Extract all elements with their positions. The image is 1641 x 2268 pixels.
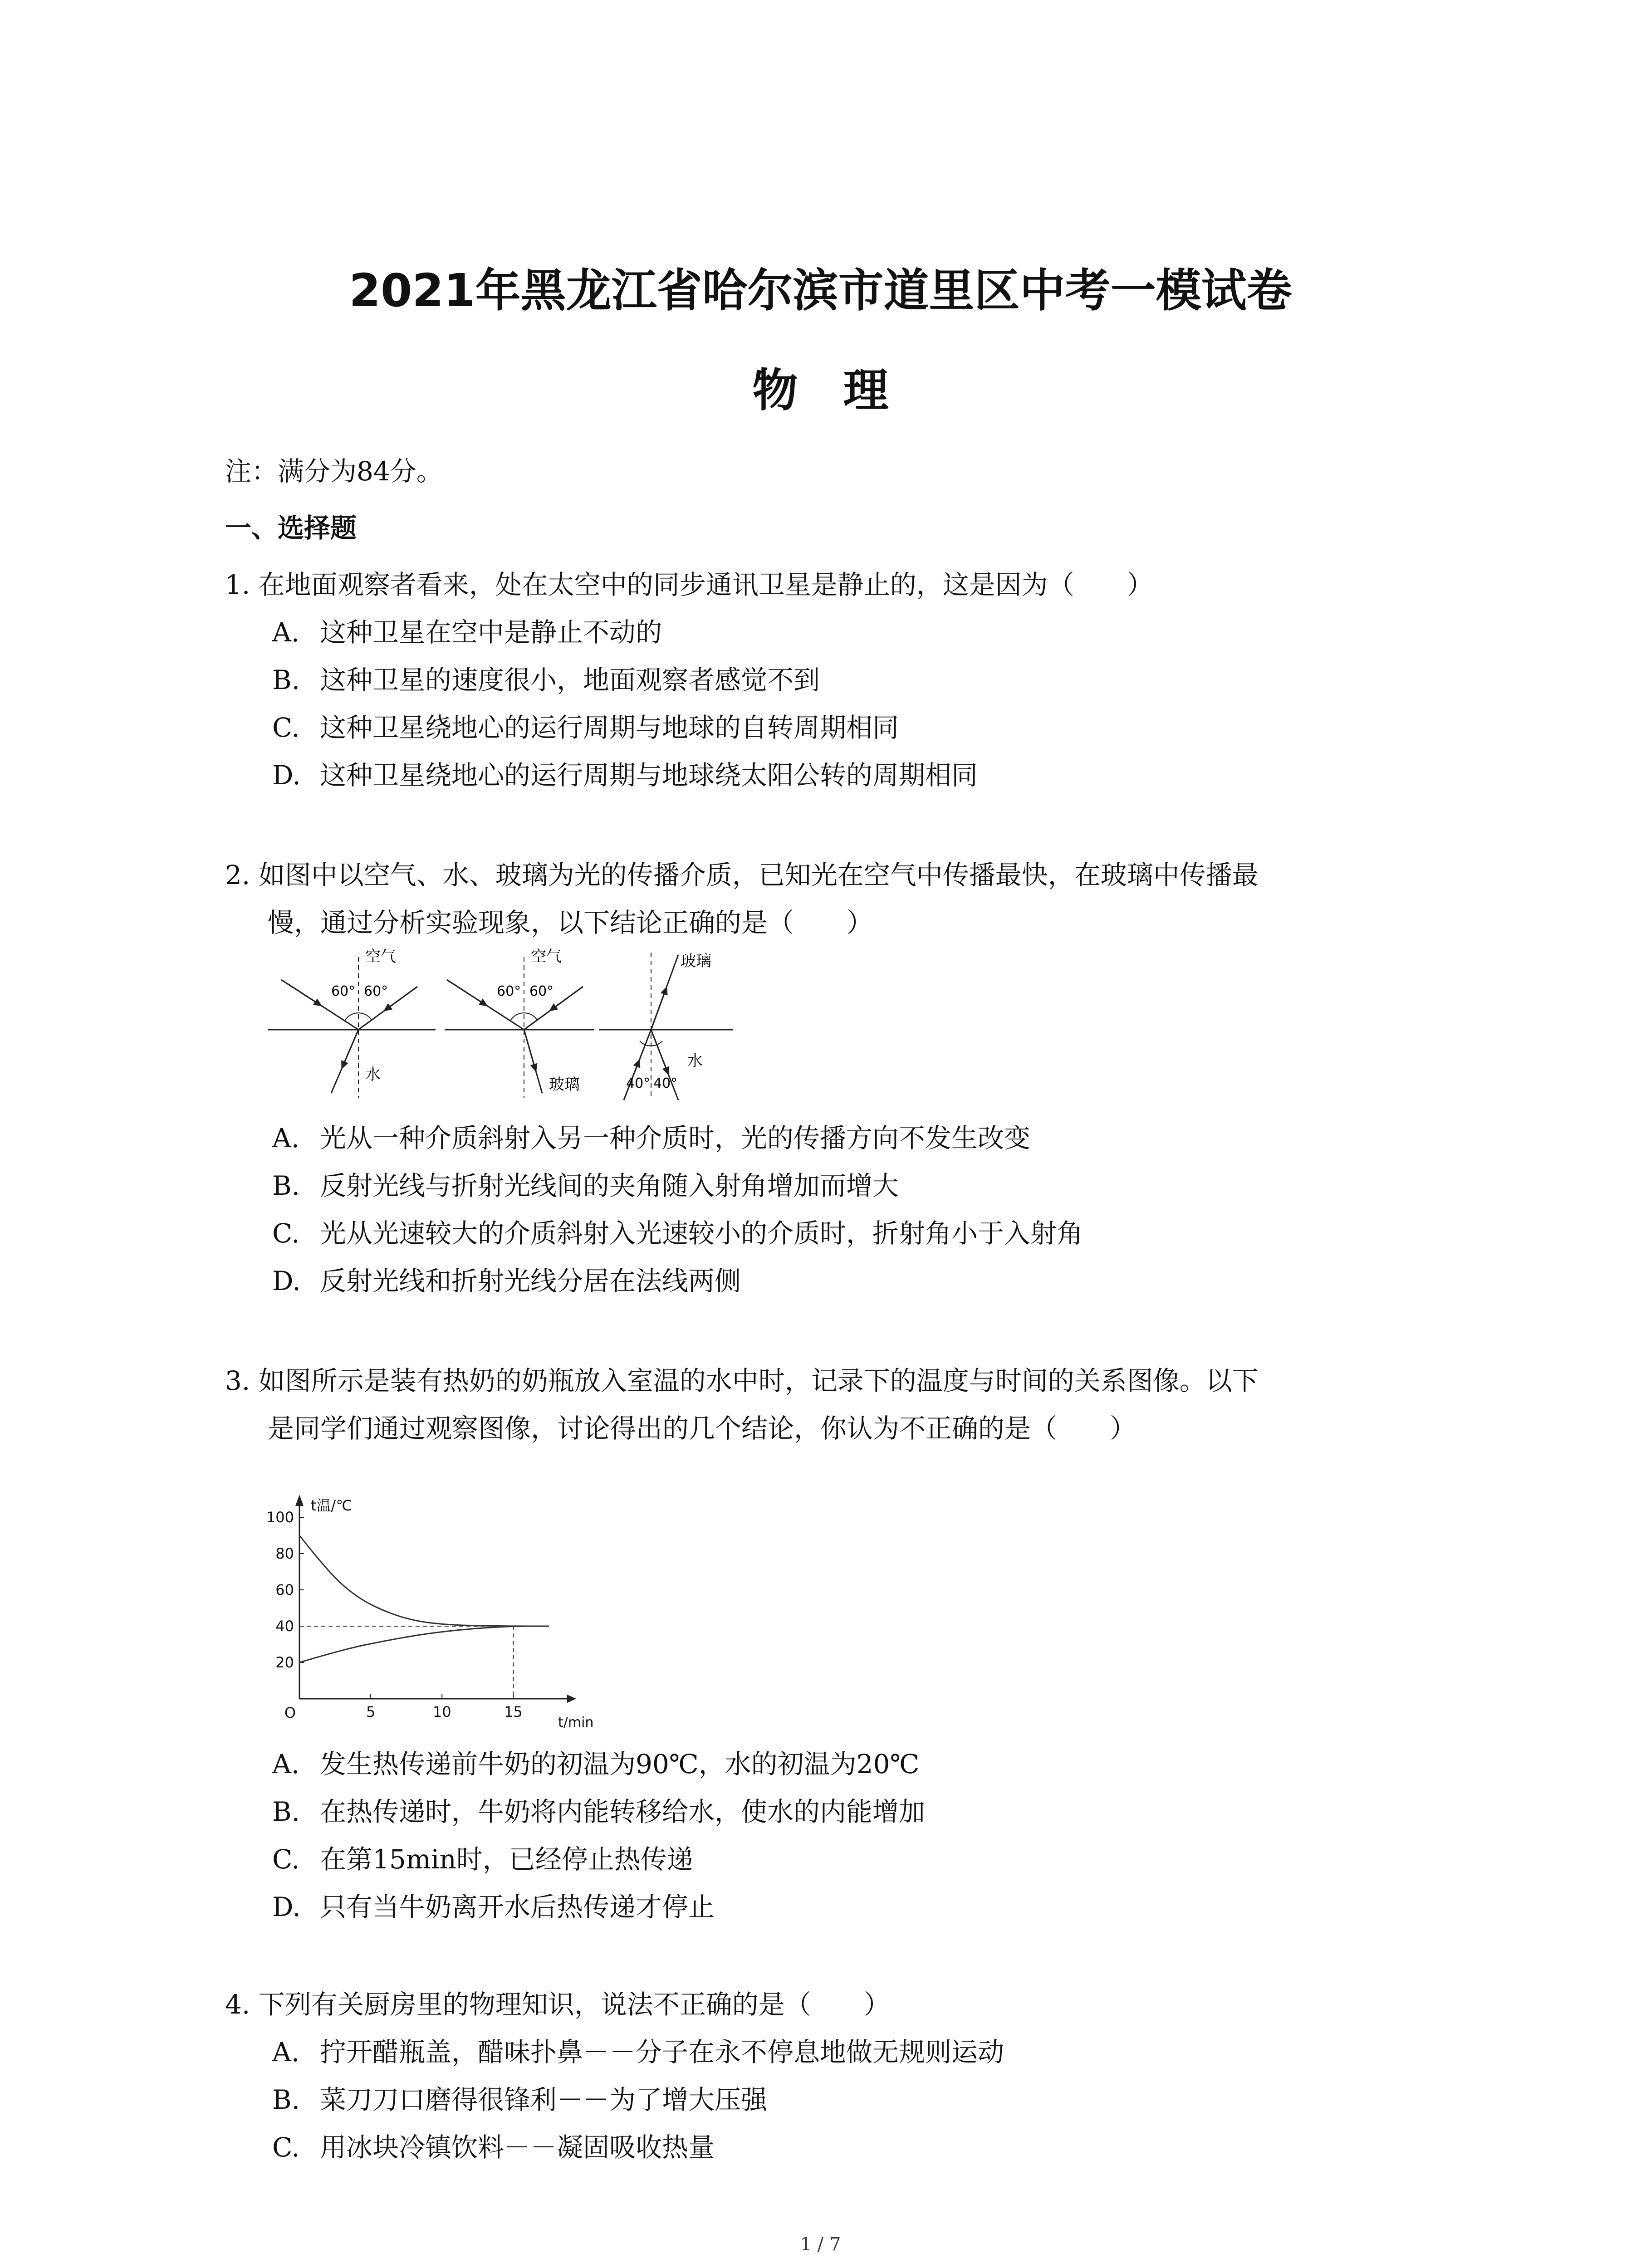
option-text: 光从光速较大的介质斜射入光速较小的介质时，折射角小于入射角 [320, 1218, 1083, 1249]
option-label: B. [272, 1796, 300, 1827]
question-4-option-a [272, 2037, 1004, 2068]
option-label: A. [272, 2037, 300, 2068]
option-label: C. [272, 712, 300, 743]
question-4-stem: 4. 下列有关厨房里的物理知识，说法不正确的是（ ） [225, 1989, 890, 2020]
option-label: C. [272, 1844, 300, 1875]
question-3-option-a [272, 1749, 919, 1780]
option-text: 反射光线与折射光线间的夹角随入射角增加而增大 [320, 1170, 899, 1201]
page-number: 1 / 7 [800, 2234, 841, 2255]
question-1-stem: 1. 在地面观察者看来，处在太空中的同步通讯卫星是静止的，这是因为（ ） [225, 569, 1153, 600]
panel-1-angle-1: 60° [331, 983, 356, 999]
option-label: C. [272, 1218, 300, 1249]
option-text: 在热传递时，牛奶将内能转移给水，使水的内能增加 [320, 1796, 926, 1827]
panel-2-angle-2: 60° [529, 983, 554, 999]
question-3-stem-line-2: 是同学们通过观察图像，讨论得出的几个结论，你认为不正确的是（ ） [268, 1413, 1136, 1444]
optics-figure [263, 943, 744, 1107]
x-axis-arrow [567, 1695, 576, 1703]
question-3-option-d [272, 1892, 715, 1923]
question-1-option-d [272, 760, 978, 792]
y-tick-label: 40 [275, 1618, 294, 1635]
subject-title: 物 理 [752, 364, 889, 417]
optics-panel-air-glass [445, 948, 594, 1098]
panel-3-top-label: 玻璃 [681, 952, 711, 970]
option-text: 光从一种介质斜射入另一种介质时，光的传播方向不发生改变 [320, 1123, 1031, 1154]
y-tick-label: 80 [275, 1545, 294, 1562]
panel-2-top-label: 空气 [531, 948, 562, 966]
option-text: 只有当牛奶离开水后热传递才停止 [320, 1892, 715, 1922]
question-2-option-b [272, 1170, 899, 1202]
x-tick-label: 5 [366, 1703, 376, 1721]
option-label: A. [272, 1123, 300, 1154]
water-temperature-curve [299, 1626, 549, 1662]
question-2-stem-line-2: 慢，通过分析实验现象，以下结论正确的是（ ） [268, 907, 873, 938]
option-text: 用冰块冷镇饮料－－凝固吸收热量 [320, 2132, 715, 2163]
panel-2-angle-1: 60° [497, 983, 521, 999]
x-tick-label: 10 [432, 1703, 451, 1721]
option-label: B. [272, 2084, 300, 2115]
panel-1-top-label: 空气 [365, 948, 396, 966]
y-tick-label: 100 [266, 1509, 294, 1526]
question-3-option-b [272, 1796, 925, 1828]
option-label: D. [272, 760, 301, 791]
option-text: 菜刀刀口磨得很锋利－－为了增大压强 [320, 2084, 768, 2115]
question-4-option-b [272, 2084, 767, 2116]
section-heading: 一、选择题 [225, 513, 357, 543]
origin-label: O [284, 1704, 296, 1721]
y-axis-arrow [295, 1495, 304, 1506]
option-label: D. [272, 1892, 301, 1922]
option-text: 反射光线和折射光线分居在法线两侧 [320, 1266, 741, 1296]
option-text: 这种卫星绕地心的运行周期与地球绕太阳公转的周期相同 [320, 760, 978, 791]
x-axis-label: t/min [558, 1715, 594, 1730]
option-label: C. [272, 2132, 300, 2163]
panel-1-bottom-label: 水 [365, 1066, 381, 1084]
y-axis-label: t温/℃ [311, 1497, 353, 1514]
y-tick-label: 60 [275, 1581, 294, 1598]
option-label: B. [272, 1170, 300, 1201]
option-text: 这种卫星绕地心的运行周期与地球的自转周期相同 [320, 712, 899, 743]
question-1-option-c [272, 712, 899, 744]
option-text: 拧开醋瓶盖，醋味扑鼻－－分子在永不停息地做无规则运动 [320, 2037, 1004, 2068]
panel-3-angle-1: 40° [626, 1075, 651, 1091]
question-2-option-d [272, 1266, 741, 1297]
optics-panel-air-water [268, 948, 436, 1098]
option-text: 这种卫星在空中是静止不动的 [320, 617, 662, 648]
option-text: 在第15min时，已经停止热传递 [320, 1844, 693, 1875]
question-3-option-c [272, 1844, 693, 1876]
panel-2-bottom-label: 玻璃 [549, 1075, 580, 1094]
option-label: A. [272, 617, 300, 648]
question-3-stem-line-1: 3. 如图所示是装有热奶的奶瓶放入室温的水中时，记录下的温度与时间的关系图像。以下 [225, 1365, 1259, 1396]
option-label: D. [272, 1266, 301, 1296]
option-text: 这种卫星的速度很小，地面观察者感觉不到 [320, 665, 820, 695]
option-label: A. [272, 1749, 300, 1779]
option-label: B. [272, 665, 300, 695]
score-note: 注：满分为84分。 [225, 456, 443, 487]
panel-3-angle-2: 40° [653, 1075, 678, 1091]
question-2-option-a [272, 1123, 1030, 1154]
panel-1-angle-2: 60° [364, 983, 388, 999]
question-1-option-b [272, 665, 820, 696]
y-tick-label: 20 [275, 1654, 294, 1671]
exam-title: 2021年黑龙江省哈尔滨市道里区中考一模试卷 [349, 264, 1292, 317]
option-text: 发生热传递前牛奶的初温为90℃，水的初温为20℃ [320, 1749, 920, 1779]
question-1-option-a [272, 617, 662, 649]
panel-3-bottom-label: 水 [687, 1052, 703, 1070]
question-2-stem-line-1: 2. 如图中以空气、水、玻璃为光的传播介质，已知光在空气中传播最快，在玻璃中传播最 [225, 860, 1259, 890]
temperature-time-chart [259, 1483, 594, 1742]
question-2-option-c [272, 1218, 1083, 1250]
question-4-option-c [272, 2132, 715, 2164]
x-tick-label: 15 [504, 1703, 523, 1721]
milk-temperature-curve [299, 1535, 549, 1626]
optics-panel-glass-water [599, 952, 733, 1100]
